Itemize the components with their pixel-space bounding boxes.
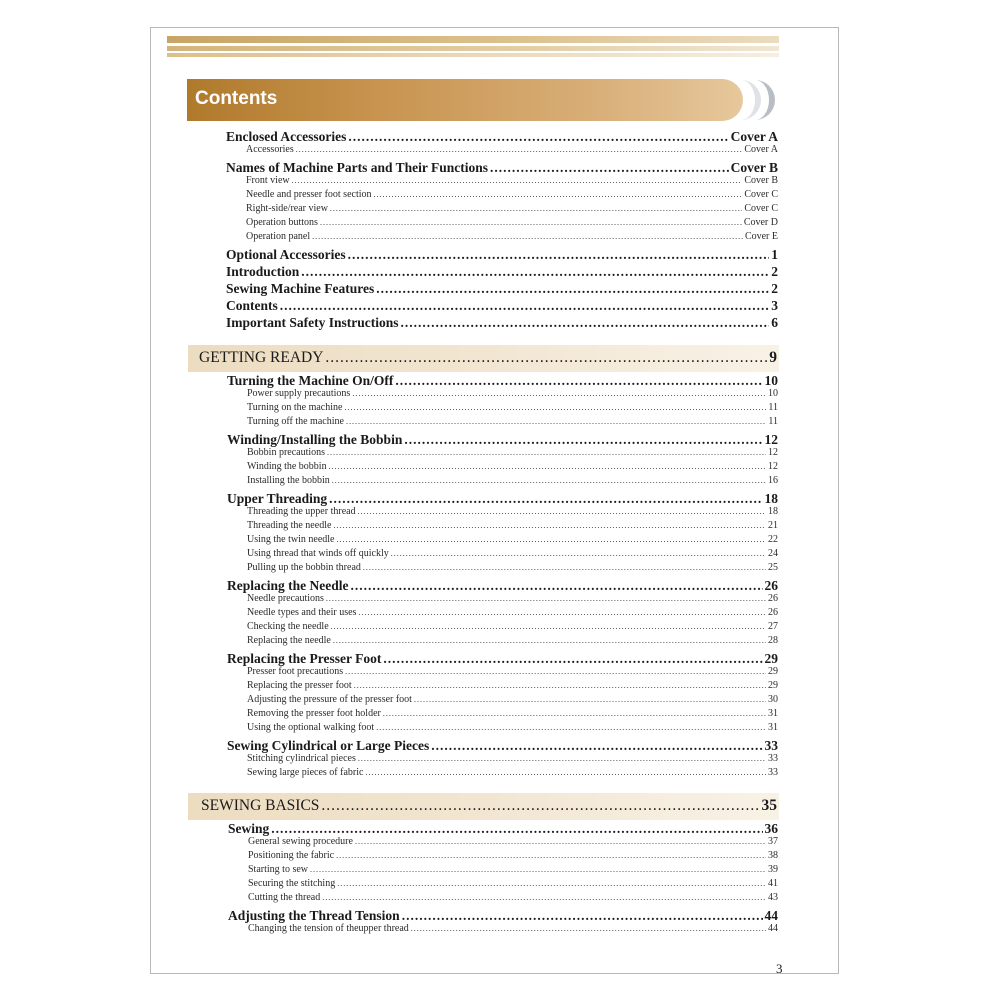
toc-entry[interactable] xyxy=(227,432,778,448)
toc-entry-title: Power supply precautions xyxy=(247,388,351,399)
toc-entry-page: 26 xyxy=(768,593,778,604)
toc-entry[interactable] xyxy=(228,908,778,924)
page-number: 3 xyxy=(776,961,783,976)
toc-subentry[interactable] xyxy=(247,666,778,677)
toc-entry-title: Sewing large pieces of fabric xyxy=(247,767,364,778)
toc-subentry[interactable] xyxy=(247,506,778,517)
toc-entry-title: Sewing Cylindrical or Large Pieces xyxy=(227,738,430,753)
toc-subentry[interactable] xyxy=(247,753,778,764)
toc-entry[interactable] xyxy=(227,651,778,667)
toc-entry-title: Winding the bobbin xyxy=(247,461,327,472)
toc-entry-title: Cutting the thread xyxy=(248,892,321,903)
leader-dots xyxy=(296,145,743,154)
toc-subentry[interactable] xyxy=(247,388,778,399)
leader-dots xyxy=(358,608,766,617)
toc-subentry[interactable] xyxy=(246,203,778,214)
toc-entry-title: Turning off the machine xyxy=(247,416,344,427)
toc-entry-title: Operation buttons xyxy=(246,217,318,228)
toc-entry-page: 10 xyxy=(764,373,778,388)
toc-subentry[interactable] xyxy=(247,607,778,618)
leader-dots xyxy=(348,247,770,263)
toc-entry-page: 31 xyxy=(768,708,778,719)
toc-entry[interactable] xyxy=(226,281,778,297)
toc-entry-page: 33 xyxy=(768,753,778,764)
toc-subentry[interactable] xyxy=(248,850,778,861)
leader-dots xyxy=(411,924,766,933)
leader-dots xyxy=(358,507,766,516)
toc-entry-title: Winding/Installing the Bobbin xyxy=(227,432,403,447)
toc-entry-page: Cover C xyxy=(744,203,778,214)
toc-entry-page: 2 xyxy=(771,264,778,279)
document-page xyxy=(150,27,839,974)
toc-subentry[interactable] xyxy=(248,892,778,903)
leader-dots xyxy=(344,403,766,412)
toc-entry[interactable] xyxy=(227,578,778,594)
toc-entry-page: Cover C xyxy=(744,189,778,200)
toc-entry-page: 36 xyxy=(764,821,778,836)
toc-entry-page: 1 xyxy=(771,247,778,262)
toc-entry-title: Sewing Machine Features xyxy=(226,281,375,296)
toc-subentry[interactable] xyxy=(247,548,778,559)
toc-entry[interactable] xyxy=(226,298,778,314)
toc-entry-page: 27 xyxy=(768,621,778,632)
toc-entry-page: 24 xyxy=(768,548,778,559)
toc-entry-title: Using the optional walking foot xyxy=(247,722,375,733)
toc-entry-page: 29 xyxy=(764,651,778,666)
leader-dots xyxy=(355,837,766,846)
toc-entry-page: Cover B xyxy=(730,160,778,175)
toc-entry-title: Replacing the Presser Foot xyxy=(227,651,382,666)
toc-subentry[interactable] xyxy=(247,635,778,646)
toc-entry-title: Checking the needle xyxy=(247,621,329,632)
toc-entry-page: 18 xyxy=(768,506,778,517)
toc-subentry[interactable] xyxy=(246,175,778,186)
leader-dots xyxy=(402,908,763,924)
toc-entry-page: 21 xyxy=(768,520,778,531)
leader-dots xyxy=(376,723,766,732)
toc-entry-title: Upper Threading xyxy=(227,491,328,506)
toc-entry[interactable] xyxy=(226,129,778,145)
toc-entry-title: Important Safety Instructions xyxy=(226,315,399,330)
toc-entry-page: 33 xyxy=(768,767,778,778)
toc-entry-page: 3 xyxy=(771,298,778,313)
toc-entry-title: Adjusting the pressure of the presser foot xyxy=(247,694,412,705)
toc-entry-title: Replacing the Needle xyxy=(227,578,349,593)
toc-entry-title: Operation panel xyxy=(246,231,311,242)
toc-entry-title: Securing the stitching xyxy=(248,878,336,889)
leader-dots xyxy=(383,709,766,718)
toc-entry-page: Cover A xyxy=(744,144,778,155)
toc-subentry[interactable] xyxy=(247,708,778,719)
leader-dots xyxy=(354,681,766,690)
toc-subentry[interactable] xyxy=(247,767,778,778)
leader-dots xyxy=(336,851,766,860)
toc-entry-page: 38 xyxy=(768,850,778,861)
toc-subentry[interactable] xyxy=(246,217,778,228)
leader-dots xyxy=(363,563,766,572)
leader-dots xyxy=(414,695,766,704)
toc-entry-title: Changing the tension of theupper thread xyxy=(248,923,409,934)
leader-dots xyxy=(383,651,762,667)
toc-entry-page: 11 xyxy=(768,416,778,427)
toc-entry[interactable] xyxy=(227,491,778,507)
leader-dots xyxy=(404,432,762,448)
toc-entry-page: Cover D xyxy=(743,217,778,228)
toc-entry-page: 2 xyxy=(771,281,778,296)
toc-entry-page: 30 xyxy=(768,694,778,705)
leader-dots xyxy=(322,893,766,902)
toc-entry[interactable] xyxy=(226,264,778,280)
toc-entry-page: 37 xyxy=(768,836,778,847)
toc-entry-page: Cover B xyxy=(744,175,778,186)
toc-subentry[interactable] xyxy=(247,416,778,427)
toc-entry-title: Needle types and their uses xyxy=(247,607,357,618)
leader-dots xyxy=(301,264,769,280)
toc-subentry[interactable] xyxy=(247,621,778,632)
toc-entry-title: Adjusting the Thread Tension xyxy=(228,908,400,923)
section-title: SEWING BASICS xyxy=(201,797,320,814)
leader-dots xyxy=(350,578,762,594)
leader-dots xyxy=(490,160,729,176)
toc-entry-title: Threading the needle xyxy=(247,520,332,531)
leader-dots xyxy=(280,298,769,314)
toc-entry-title: Replacing the presser foot xyxy=(247,680,352,691)
toc-entry-page: 16 xyxy=(768,475,778,486)
toc-entry-page: 11 xyxy=(768,402,778,413)
toc-entry-title: Starting to sew xyxy=(248,864,308,875)
toc-subentry[interactable] xyxy=(246,231,778,242)
toc-entry-title: Presser foot precautions xyxy=(247,666,344,677)
leader-dots xyxy=(348,129,728,145)
toc-entry-page: 28 xyxy=(768,635,778,646)
leader-dots xyxy=(365,768,766,777)
toc-subentry[interactable] xyxy=(247,680,778,691)
toc-subentry[interactable] xyxy=(247,475,778,486)
toc-entry[interactable] xyxy=(226,315,778,331)
decorative-header-stripe xyxy=(167,36,779,58)
toc-subentry[interactable] xyxy=(247,562,778,573)
toc-subentry[interactable] xyxy=(247,520,778,531)
leader-dots xyxy=(327,448,766,457)
toc-entry-title: Using the twin needle xyxy=(247,534,335,545)
toc-entry-title: Right-side/rear view xyxy=(246,203,328,214)
toc-subentry[interactable] xyxy=(246,144,778,155)
leader-dots xyxy=(333,521,766,530)
toc-entry-title: Turning the Machine On/Off xyxy=(227,373,394,388)
toc-entry-page: Cover A xyxy=(730,129,778,144)
toc-subentry[interactable] xyxy=(246,189,778,200)
leader-dots xyxy=(346,417,766,426)
toc-entry-page: 10 xyxy=(768,388,778,399)
toc-subentry[interactable] xyxy=(247,402,778,413)
leader-dots xyxy=(332,476,766,485)
toc-entry-title: Bobbin precautions xyxy=(247,447,326,458)
toc-entry-title: General sewing procedure xyxy=(248,836,353,847)
toc-entry-title: Stitching cylindrical pieces xyxy=(247,753,356,764)
toc-subentry[interactable] xyxy=(247,593,778,604)
leader-dots xyxy=(333,636,766,645)
toc-subentry[interactable] xyxy=(248,923,778,934)
toc-entry-title: Pulling up the bobbin thread xyxy=(247,562,361,573)
toc-entry-page: 33 xyxy=(764,738,778,753)
toc-entry-title: Replacing the needle xyxy=(247,635,331,646)
toc-entry-page: 26 xyxy=(764,578,778,593)
toc-entry[interactable] xyxy=(227,373,778,389)
leader-dots xyxy=(395,373,762,389)
leader-dots xyxy=(320,218,742,227)
leader-dots xyxy=(431,738,762,754)
toc-subentry[interactable] xyxy=(247,722,778,733)
toc-entry-page: 29 xyxy=(768,680,778,691)
toc-subentry[interactable] xyxy=(248,864,778,875)
section-sewing-basics[interactable] xyxy=(201,797,777,815)
toc-entry-title: Optional Accessories xyxy=(226,247,346,262)
leader-dots xyxy=(326,594,766,603)
leader-dots xyxy=(312,232,743,241)
toc-subentry[interactable] xyxy=(247,694,778,705)
leader-dots xyxy=(310,865,766,874)
toc-entry-title: Sewing xyxy=(228,821,270,836)
leader-dots xyxy=(352,389,766,398)
toc-entry-title: Enclosed Accessories xyxy=(226,129,347,144)
section-title: GETTING READY xyxy=(199,349,324,366)
toc-subentry[interactable] xyxy=(247,534,778,545)
toc-entry-title: Contents xyxy=(226,298,278,313)
toc-entry-page: 41 xyxy=(768,878,778,889)
toc-subentry[interactable] xyxy=(248,836,778,847)
toc-entry[interactable] xyxy=(226,247,778,263)
toc-entry-title: Needle precautions xyxy=(247,593,324,604)
toc-entry-title: Accessories xyxy=(246,144,294,155)
leader-dots xyxy=(336,535,766,544)
toc-subentry[interactable] xyxy=(248,878,778,889)
toc-entry-page: 31 xyxy=(768,722,778,733)
toc-entry[interactable] xyxy=(226,160,778,176)
toc-entry-title: Front view xyxy=(246,175,290,186)
toc-entry[interactable] xyxy=(227,738,778,754)
leader-dots xyxy=(330,204,742,213)
page-title: Contents xyxy=(195,88,278,109)
toc-entry-page: 29 xyxy=(768,666,778,677)
leader-dots xyxy=(271,821,762,837)
leader-dots xyxy=(376,281,769,297)
toc-entry-page: 12 xyxy=(768,447,778,458)
contents-banner xyxy=(187,79,743,121)
toc-entry-title: Names of Machine Parts and Their Functions xyxy=(226,160,489,175)
toc-entry-title: Turning on the machine xyxy=(247,402,343,413)
section-page: 35 xyxy=(761,797,777,814)
toc-entry-title: Introduction xyxy=(226,264,300,279)
leader-dots xyxy=(331,622,766,631)
toc-entry-title: Threading the upper thread xyxy=(247,506,356,517)
toc-entry-page: 44 xyxy=(764,908,778,923)
toc-entry-page: 12 xyxy=(764,432,778,447)
toc-entry-page: 26 xyxy=(768,607,778,618)
section-page: 9 xyxy=(769,349,777,366)
leader-dots xyxy=(391,549,766,558)
toc-entry-page: 12 xyxy=(768,461,778,472)
leader-dots xyxy=(329,462,766,471)
leader-dots xyxy=(345,667,766,676)
leader-dots xyxy=(337,879,766,888)
toc-entry-title: Positioning the fabric xyxy=(248,850,335,861)
leader-dots xyxy=(401,315,770,331)
toc-subentry[interactable] xyxy=(247,461,778,472)
toc-entry-page: 43 xyxy=(768,892,778,903)
toc-entry-page: 6 xyxy=(771,315,778,330)
section-getting-ready[interactable] xyxy=(199,349,777,367)
leader-dots xyxy=(292,176,743,185)
toc-entry-page: 22 xyxy=(768,534,778,545)
toc-entry-title: Using thread that winds off quickly xyxy=(247,548,389,559)
toc-entry-title: Installing the bobbin xyxy=(247,475,330,486)
leader-dots xyxy=(358,754,766,763)
toc-entry-page: 39 xyxy=(768,864,778,875)
leader-dots xyxy=(374,190,743,199)
toc-entry-page: Cover E xyxy=(744,231,778,242)
crescent-icon xyxy=(741,78,785,122)
leader-dots xyxy=(329,491,762,507)
toc-entry-page: 44 xyxy=(768,923,778,934)
toc-entry-title: Needle and presser foot section xyxy=(246,189,372,200)
toc-entry-title: Removing the presser foot holder xyxy=(247,708,381,719)
toc-entry[interactable] xyxy=(228,821,778,837)
toc-subentry[interactable] xyxy=(247,447,778,458)
toc-entry-page: 18 xyxy=(764,491,778,506)
toc-entry-page: 25 xyxy=(768,562,778,573)
